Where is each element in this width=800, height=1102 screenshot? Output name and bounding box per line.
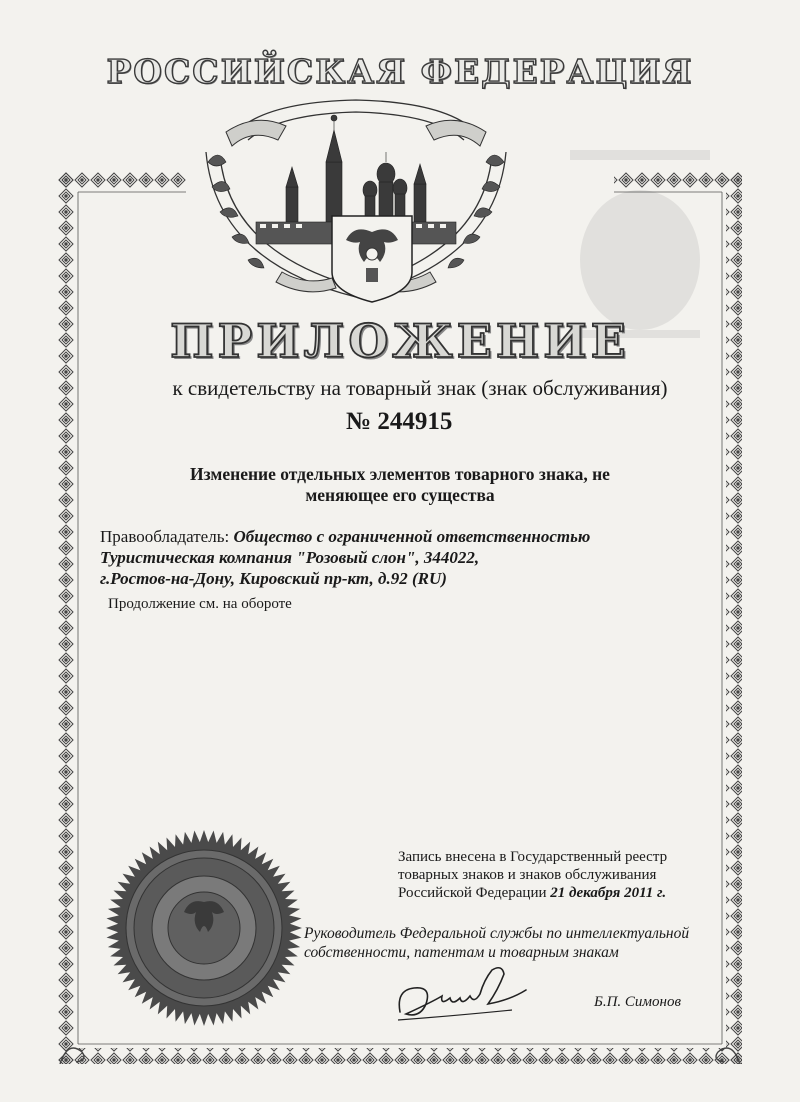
country-heading: РОССИЙСКАЯ ФЕДЕРАЦИЯ — [106, 52, 694, 91]
change-note — [140, 464, 660, 506]
registry-line: товарных знаков и знаков обслуживания — [398, 867, 657, 883]
official-line: собственности, патентам и товарным знакам — [304, 944, 619, 961]
official-seal-icon — [104, 828, 304, 1028]
official-line: Руководитель Федеральной службы по интеллектуальной — [304, 925, 690, 942]
certificate-number: № 244915 — [346, 408, 453, 435]
signature-icon — [392, 960, 532, 1030]
change-note-line: меняющее его существа — [305, 485, 495, 505]
signer-name: Б.П. Симонов — [594, 994, 681, 1010]
registry-date: 21 декабря 2011 г. — [550, 885, 667, 901]
kremlin-emblem-icon — [186, 92, 526, 307]
rights-holder — [100, 526, 720, 589]
document-title: ПРИЛОЖЕНИЕ — [170, 314, 630, 368]
coat-of-arms-icon — [332, 216, 412, 302]
holder-company: Туристическая компания "Розовый слон", 344022, — [100, 548, 480, 567]
continuation-note: Продолжение см. на обороте — [108, 596, 292, 612]
document-subtitle: к свидетельству на товарный знак (знак обслуживания) — [172, 376, 668, 400]
holder-name: Общество с ограниченной ответственностью — [233, 527, 591, 546]
registry-line: Запись внесена в Государственный реестр — [398, 849, 668, 865]
change-note-line: Изменение отдельных элементов товарного знака, не — [190, 464, 610, 484]
registry-line: Российской Федерации — [398, 885, 547, 901]
holder-address: г.Ростов-на-Дону, Кировский пр-кт, д.92 (RU) — [100, 569, 447, 588]
holder-label: Правообладатель: — [100, 527, 230, 546]
registry-note — [398, 848, 718, 902]
official-title — [304, 924, 714, 962]
